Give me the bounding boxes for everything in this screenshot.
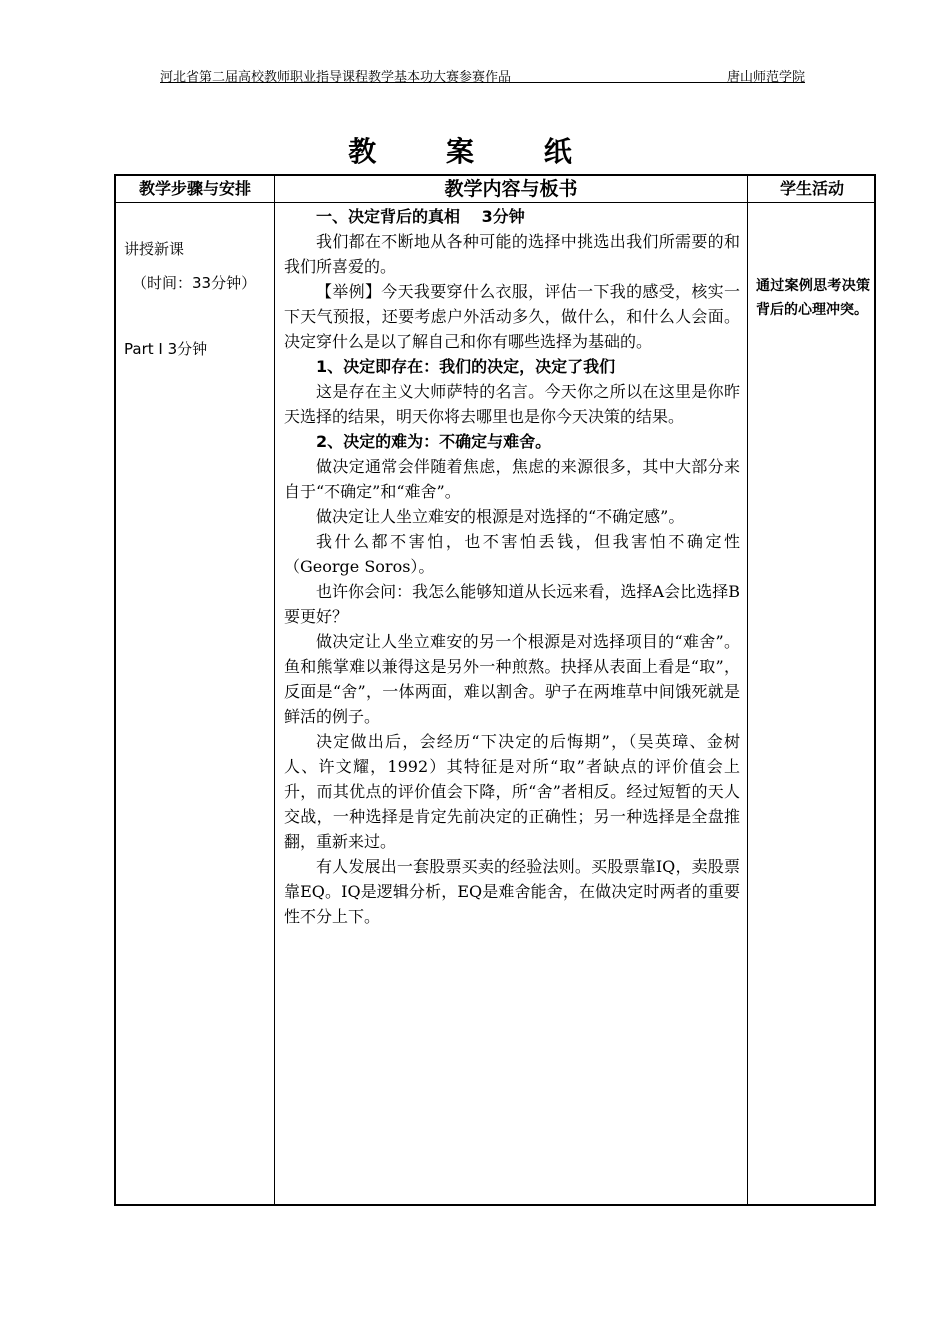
step-section: 讲授新课: [124, 240, 185, 258]
column-divider-1: [274, 176, 275, 1204]
header-left-text: 河北省第二届高校教师职业指导课程教学基本功大赛参赛作品: [160, 70, 512, 85]
column-header-content: 教学内容与板书: [444, 178, 578, 200]
column-divider-2: [747, 176, 748, 1204]
student-activity: 通过案例思考决策背后的心理冲突。: [756, 278, 870, 318]
lesson-content: [284, 204, 740, 929]
column-header-activity: 学生活动: [779, 179, 844, 198]
content-paragraph: 做决定让人坐立难安的根源是对选择的“不确定感”。: [316, 507, 685, 526]
content-paragraph: 【举例】今天我要穿什么衣服，评估一下我的感受，核实一下天气预报，还要考虑户外活动多久，做什么，和什么人会面。决定穿什么是以了解自己和你有哪些选择为基础的。: [284, 282, 740, 351]
content-subheading: 1、决定即存在：我们的决定，决定了我们: [316, 357, 616, 376]
content-heading-main: 一、决定背后的真相 3分钟: [316, 207, 525, 226]
content-paragraph: 做决定让人坐立难安的另一个根源是对选择项目的“难舍”。鱼和熊掌难以兼得这是另外一种煎熬。抉择从表面上看是“取”，反面是“舍”，一体两面，难以割舍。驴子在两堆草中间饿死就是鲜活的例子。: [284, 632, 740, 726]
content-subheading: 2、决定的难为：不确定与难舍。: [316, 432, 552, 451]
header-row-divider: [116, 202, 874, 203]
content-paragraph: 决定做出后，会经历“下决定的后悔期”，（吴英璋、金树人、许文耀，1992）其特征是对所“取”者缺点的评价值会上升，而其优点的评价值会下降，所“舍”者相反。经过短暂的天人交战，一种选择是肯定先前决定的正确性；另一种选择是全盘推翻，重新来过。: [284, 732, 740, 851]
header-right-text: 唐山师范学院: [726, 70, 805, 85]
page-title: 教 案 纸: [348, 135, 602, 168]
content-paragraph: 有人发展出一套股票买卖的经验法则。买股票靠IQ，卖股票靠EQ。IQ是逻辑分析，EQ是难舍能舍，在做决定时两者的重要性不分上下。: [284, 857, 740, 926]
column-header-steps: 教学步骤与安排: [138, 179, 251, 198]
content-paragraph: 我们都在不断地从各种可能的选择中挑选出我们所需要的和我们所喜爱的。: [284, 232, 740, 276]
step-time: （时间：33分钟）: [132, 274, 257, 292]
content-paragraph: 做决定通常会伴随着焦虑，焦虑的来源很多，其中大部分来自于“不确定”和“难舍”。: [284, 457, 740, 501]
lesson-table: [114, 174, 876, 1206]
content-paragraph: 我什么都不害怕，也不害怕丢钱，但我害怕不确定性（George Soros）。: [284, 532, 740, 576]
content-paragraph: 这是存在主义大师萨特的名言。今天你之所以在这里是你昨天选择的结果，明天你将去哪里也是你今天决策的结果。: [284, 382, 740, 426]
step-part: Part Ⅰ 3分钟: [124, 340, 208, 358]
page-header: [160, 66, 805, 83]
content-paragraph: 也许你会问：我怎么能够知道从长远来看，选择A会比选择B要更好？: [284, 582, 740, 626]
